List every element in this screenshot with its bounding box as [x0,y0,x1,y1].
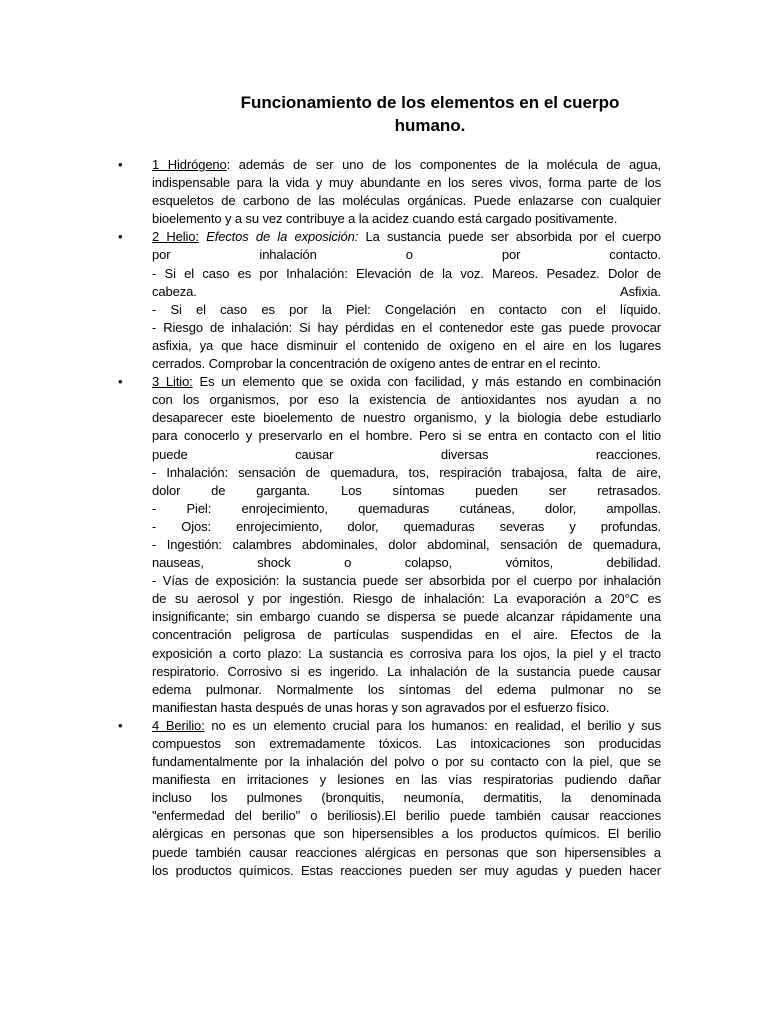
text-line: "enfermedad del berilio" o beriliosis).El berilio puede también causar reacciones [152,808,661,824]
text-line: respiratorio. Corrosivo si es ingerido. La inhalación de la sustancia puede causar [152,663,661,679]
text-line: 3 Litio: Es un elemento que se oxida con facilidad, y más estando en combinación [152,374,661,390]
text-line: 1 Hidrógeno: además de ser uno de los componentes de la molécula de agua, [152,157,661,172]
text-line: esqueletos de carbono de las moléculas orgánicas. Puede enlazarse con cualquier [152,193,661,209]
text-line: con los organismos, por eso la existencia de antioxidantes nos ayudan a no [152,392,661,408]
text-line: manifiestan hasta después de unas horas y son agravados por el esfuerzo físico. [152,699,610,715]
text-line: para conocerlo y preservarlo en el hombre. Pero si se entra en contacto con el litio [152,428,661,444]
item-label: 2 Helio: [152,229,199,245]
text-line: por inhalación o por contacto. [152,247,661,263]
text-line: puede causar diversas reacciones. [152,446,661,462]
text-line: - Si el caso es por la Piel: Congelación en contacto con el líquido. [152,301,661,317]
list-item-hidrogeno [118,156,661,228]
text-line: fundamentalmente por la inhalación del polvo o por su contacto con la piel, que se [152,754,661,770]
bullet-icon: • [118,229,123,245]
text-line: puede también causar reacciones alérgicas en personas que son hipersensibles a [152,844,661,860]
text-line: compuestos son extremadamente tóxicos. Las intoxicaciones son producidas [152,736,661,751]
list-item-helio [118,228,661,373]
text-line: edema pulmonar. Normalmente los síntomas del edema pulmonar no se [152,681,661,697]
list-item-litio [118,373,661,717]
text-line: cerrados. Comprobar la concentración de oxígeno antes de entrar en el recinto. [152,356,601,372]
text-line: desaparecer este bioelemento de nuestro organismo, y la biologia debe estudiarlo [152,410,661,426]
element-list [118,156,661,880]
bullet-icon: • [118,374,123,390]
text-line: 4 Berilio: no es un elemento crucial para los humanos: en realidad, el berilio y sus [152,717,661,733]
text-line: dolor de garganta. Los síntomas pueden ser retrasados. [152,482,661,498]
text-line: bioelemento y a su vez contribuye a la acidez cuando está cargado positivamente. [152,211,618,227]
text-line: - Inhalación: sensación de quemadura, tos, respiración trabajosa, falta de aire, [152,464,661,480]
text-line: - Vías de exposición: la sustancia puede ser absorbida por el cuerpo por inhalación [152,573,661,589]
text-line: concentración peligrosa de partículas suspendidas en el aire. Efectos de la [152,627,661,643]
text-line: exposición a corto plazo: La sustancia es corrosiva para los ojos, la piel y el tracto [152,645,661,661]
text-line: insignificante; sin embargo cuando se dispersa se puede alcanzar rápidamente una [152,609,661,625]
item-label: 1 Hidrógeno [152,157,227,172]
italic-heading: Efectos de la exposición: [198,229,359,245]
text-line: - Riesgo de inhalación: Si hay pérdidas en el contenedor este gas puede provocar [152,319,661,335]
text-line: - Ojos: enrojecimiento, dolor, quemaduras severas y profundas. [152,518,661,534]
text-line: cabeza. Asfixia. [152,283,661,299]
bullet-icon: • [118,157,123,172]
bullet-icon: • [118,717,123,733]
text-line: alérgicas en personas que son hipersensibles a los productos químicos. El berilio [152,826,661,842]
text-line: 2 Helio: Efectos de la exposición: La sustancia puede ser absorbida por el cuerpo [152,229,661,245]
text-line: - Piel: enrojecimiento, quemaduras cutáneas, dolor, ampollas. [152,500,661,516]
text-line: - Ingestión: calambres abdominales, dolor abdominal, sensación de quemadura, [152,536,661,552]
item-label: 3 Litio: [152,374,193,390]
page-title: Funcionamiento de los elementos en el cuerpo humano. [240,93,620,135]
item-label: 4 Berilio: [152,717,205,733]
text-line: - Si el caso es por Inhalación: Elevación de la voz. Mareos. Pesadez. Dolor de [152,265,661,281]
text-line: nauseas, shock o colapso, vómitos, debilidad. [152,555,661,571]
text-line: indispensable para la vida y muy abundante en los seres vivos, forma parte de los [152,175,661,191]
text-line: incluso los pulmones (bronquitis, neumonía, dermatitis, la denominada [152,790,661,806]
text-line: los productos químicos. Estas reacciones pueden ser muy agudas y pueden hacer [152,862,661,878]
list-item-berilio [118,717,661,880]
text-line: de su aerosol y por ingestión. Riesgo de inhalación: La evaporación a 20°C es [152,591,661,607]
text-line: asfixia, ya que hace disminuir el contenido de oxígeno en el aire en los lugares [152,337,661,353]
label-colon: : [226,157,231,172]
text-line: manifiesta en irritaciones y lesiones en las vías respiratorias pudiendo dañar [152,772,661,788]
